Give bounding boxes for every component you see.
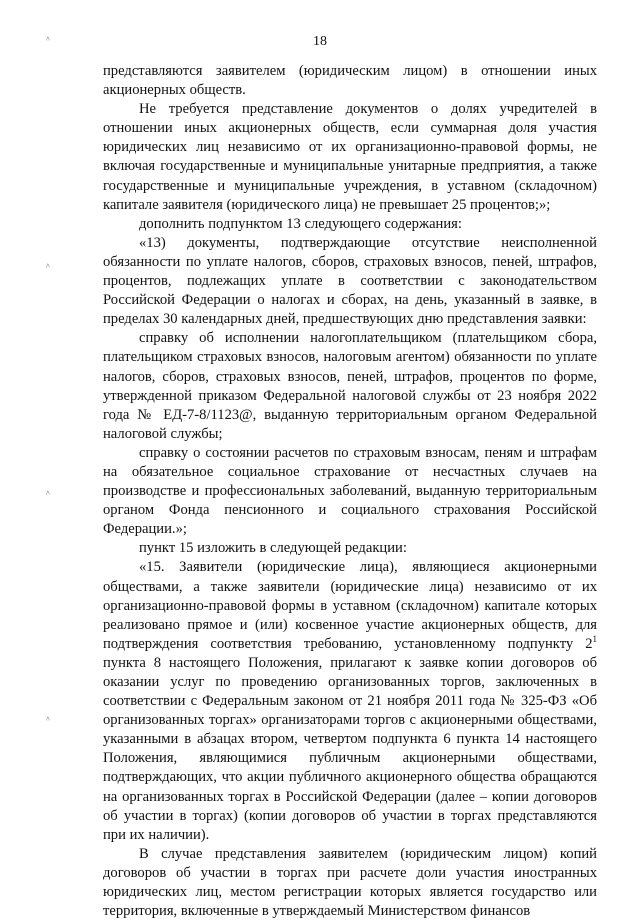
page-number: 18 [313, 34, 327, 49]
paragraph-add-subpoint-13: дополнить подпунктом 13 следующего содержания: [139, 215, 462, 232]
paragraph-subpoint-13: «13) документы, подтверждающие отсутствие неисполненной обязанности по уплате налогов, сборов, страховых взносов, пеней, штрафов, процентов, подлежащих уплате в соответствии с законодательством Российской Федерации о налогах и сборах, на день, указанный в заявке, в пределах 30 календарных дней, предшествующих дню представления заявки: [103, 234, 597, 328]
paragraph-point-15 [103, 558, 597, 844]
scan-mark: ^ [46, 489, 50, 498]
paragraph-shares-exemption: Не требуется представление документов о долях учредителей в отношении иных акционерных обществ, если суммарная доля участия юридических лиц независимо от их организационно-правовой формы, не включая государственные и муниципальные унитарные предприятия, а также государственные и муниципальные учреждения, в уставном (складочном) капитале заявителя (юридического лица) не превышает 25 процентов;»; [103, 101, 597, 213]
point-15-text-end: пункта 8 настоящего Положения, прилагают к заявке копии договоров об оказании услуг по проведению организованных торгов, заключенных в соответствии с Федеральным законом от 21 ноября 2011 года № 325-ФЗ «Об организованных торгах» организаторами торгов с акционерными обществами, указанными в абзацах втором, четвертом подпункта 6 пункта 14 настоящего Положения, являющимися публичным акционерными обществами, подтверждающих, что акции публичного акционерного общества обращаются на организованных торгах в Российской Федерации (далее – копии договоров об участии в торгах) (копии договоров об участии в торгах представляются при их наличии). [103, 654, 597, 843]
paragraph-tax-certificate: справку об исполнении налогоплательщиком (плательщиком сбора, плательщиком страховых взносов, налоговым агентом) обязанности по уплате налогов, сборов, страховых взносов, пеней, штрафов, процентов по форме, утвержденной приказом Федеральной налоговой службы от 23 ноября 2022 года № ЕД-7-8/1123@, выданную территориальным органом Федеральной налоговой службы; [103, 330, 597, 442]
paragraph-foreign-entities: В случае представления заявителем (юридическим лицом) копий договоров об участии в торгах при расчете доли участия иностранных юридических лиц, местом регистрации которых является государство или территория, включенные в утверждаемый Министерством финансов [103, 845, 597, 920]
paragraph-insurance-certificate: справку о состоянии расчетов по страховым взносам, пеням и штрафам на обязательное социальное страхование от несчастных случаев на производстве и профессиональных заболеваний, выданную территориальным органом Фонда пенсионного и социального страхования Российской Федерации.»; [103, 444, 597, 538]
scan-mark: ^ [46, 715, 50, 724]
scan-mark: ^ [46, 262, 50, 271]
document-body [103, 62, 597, 921]
scan-mark: ^ [46, 35, 50, 44]
paragraph-point-15-intro: пункт 15 изложить в следующей редакции: [139, 540, 407, 557]
paragraph-continuation: представляются заявителем (юридическим лицом) в отношении иных акционерных обществ. [103, 63, 597, 99]
point-15-text-start: «15. Заявители (юридические лица), являющиеся акционерными обществами, а также заявители (юридические лица) независимо от их организационно-правовой формы в уставном (складочном) капитале которых реализовано прямое и (или) косвенное участие акционерных обществ, для подтверждения соответствия требованию, установленному подпункту 2 [103, 559, 597, 652]
superscript-reference: 1 [592, 633, 597, 644]
